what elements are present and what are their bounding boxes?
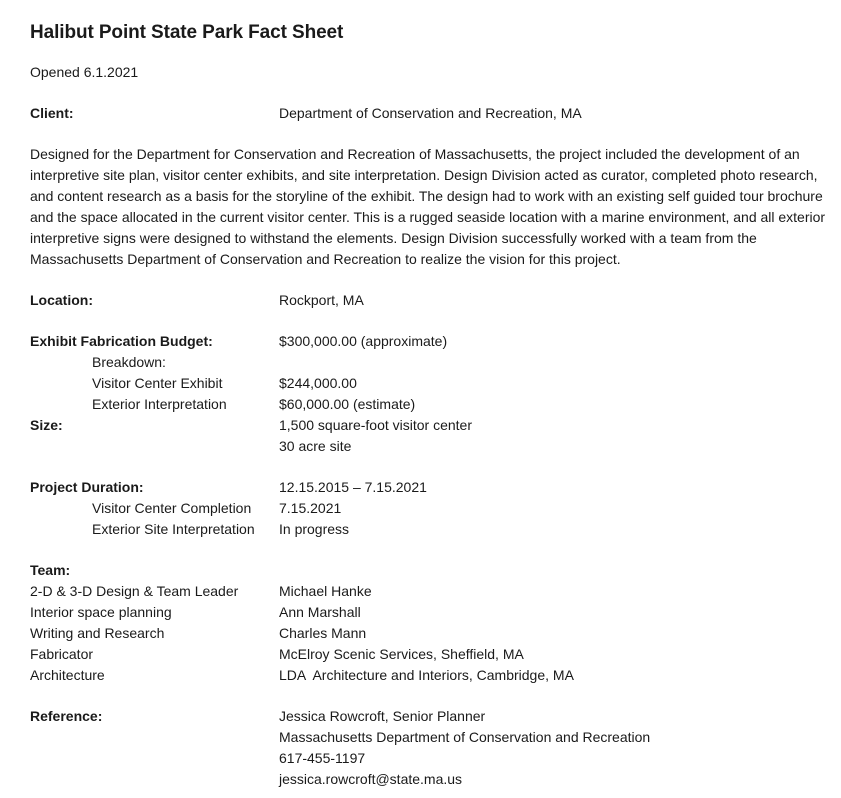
duration-row	[30, 477, 830, 498]
team-label: Team:	[30, 562, 71, 578]
location-value: Rockport, MA	[279, 292, 364, 308]
size-label: Size:	[30, 417, 63, 433]
opened-date	[30, 62, 830, 83]
reference-row	[30, 706, 830, 727]
reference-phone-row	[30, 748, 830, 769]
location-label: Location:	[30, 292, 93, 308]
size-row-2	[30, 436, 830, 457]
size-value: 30 acre site	[279, 438, 352, 454]
team-member-name: McElroy Scenic Services, Sheffield, MA	[279, 646, 524, 662]
team-member-role: 2-D & 3-D Design & Team Leader	[30, 583, 239, 599]
duration-item-value: 7.15.2021	[279, 500, 342, 516]
client-value: Department of Conservation and Recreation, MA	[279, 105, 582, 121]
duration-item-row	[30, 498, 830, 519]
duration-value: 12.15.2015 – 7.15.2021	[279, 479, 427, 495]
client-label: Client:	[30, 105, 74, 121]
team-member-row	[30, 623, 830, 644]
team-member-role: Architecture	[30, 667, 105, 683]
budget-item-value: $244,000.00	[279, 375, 357, 391]
budget-item-row	[30, 373, 830, 394]
reference-label: Reference:	[30, 708, 103, 724]
fact-sheet	[30, 20, 830, 790]
team-member-name: Charles Mann	[279, 625, 367, 641]
page-title: Halibut Point State Park Fact Sheet	[30, 22, 344, 43]
reference-org: Massachusetts Department of Conservation and Recreation	[279, 729, 651, 745]
budget-label: Exhibit Fabrication Budget:	[30, 333, 213, 349]
duration-label: Project Duration:	[30, 479, 144, 495]
team-member-name: Ann Marshall	[279, 604, 361, 620]
location-row	[30, 290, 830, 311]
team-member-row	[30, 665, 830, 686]
team-member-row	[30, 644, 830, 665]
team-member-role: Interior space planning	[30, 604, 172, 620]
duration-item-label: Visitor Center Completion	[92, 500, 252, 516]
project-description: Designed for the Department for Conservation and Recreation of Massachusetts, the project included the development of an interpretive site plan, visitor center exhibits, and site interpretation. Design Division acted as curator, completed photo research, and content research as a basis for the storyline of the exhibit. The design had to work with an existing self guided tour brochure and the space allocated in the current visitor center. This is a rugged seaside location with a marine environment, and all exterior interpretive signs were designed to withstand the elements. Design Division successfully worked with a team from the Massachusetts Department of Conservation and Recreation to realize the vision for this project.	[30, 146, 826, 267]
size-value: 1,500 square-foot visitor center	[279, 417, 472, 433]
reference-email: jessica.rowcroft@state.ma.us	[279, 771, 463, 787]
team-member-row	[30, 602, 830, 623]
team-member-row	[30, 581, 830, 602]
budget-value: $300,000.00 (approximate)	[279, 333, 448, 349]
budget-row	[30, 331, 830, 352]
size-row	[30, 415, 830, 436]
reference-org-row	[30, 727, 830, 748]
team-member-role: Writing and Research	[30, 625, 165, 641]
reference-name: Jessica Rowcroft, Senior Planner	[279, 708, 486, 724]
team-row	[30, 560, 830, 581]
budget-breakdown-label: Breakdown:	[92, 354, 166, 370]
budget-breakdown-row	[30, 352, 830, 373]
opened-text: Opened 6.1.2021	[30, 64, 139, 80]
team-member-role: Fabricator	[30, 646, 94, 662]
reference-email-row	[30, 769, 830, 790]
duration-item-row	[30, 519, 830, 540]
reference-phone: 617-455-1197	[279, 750, 366, 766]
duration-item-label: Exterior Site Interpretation	[92, 521, 255, 537]
client-row	[30, 103, 830, 124]
team-member-name: Michael Hanke	[279, 583, 372, 599]
budget-item-label: Exterior Interpretation	[92, 396, 227, 412]
budget-item-value: $60,000.00 (estimate)	[279, 396, 416, 412]
budget-item-row	[30, 394, 830, 415]
budget-item-label: Visitor Center Exhibit	[92, 375, 223, 391]
team-member-name: LDA Architecture and Interiors, Cambridge, MA	[279, 667, 574, 683]
duration-item-value: In progress	[279, 521, 350, 537]
